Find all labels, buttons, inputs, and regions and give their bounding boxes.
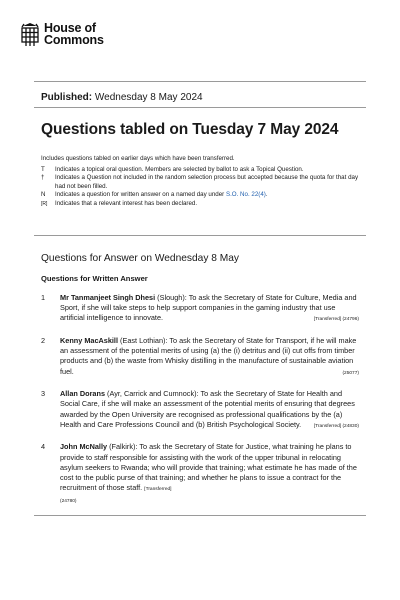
- question-text: To ask the Secretary of State for Justice, what training he plans to provide to staff responsible for assisting with the work of the upper tribunal in relocating asylum seekers to Rwanda; who will provide that training; what estimate he has made of the cost to the public purse of that training; and whether he plans to issue a contract for the recruitment of those staff.: [60, 442, 357, 493]
- logo-wordmark: [44, 22, 104, 46]
- legend: [41, 166, 361, 208]
- constituency: (Falkirk):: [107, 442, 140, 452]
- constituency: (East Lothian):: [118, 336, 170, 345]
- question-reference: [Transferred] (24830): [313, 423, 359, 429]
- legend-text-after: .: [265, 191, 268, 199]
- question-text: To ask the Secretary of State for Transport, if he will make an assessment of the potential merits of using (a) the (i) detritus and (ii) cut offs from timber products and (b) the waste from Whisky distilling in the manufacture of sustainable aviation fuel.: [60, 336, 357, 376]
- legend-text: Indicates a topical oral question. Members are selected by ballot to ask a Topical Question.: [55, 166, 304, 173]
- question-list: [41, 293, 359, 518]
- portcullis-icon: [20, 22, 40, 48]
- question-number: 4: [41, 442, 46, 452]
- legend-symbol: [R]: [41, 200, 48, 207]
- question-reference: [Transferred] (24796): [313, 317, 359, 323]
- constituency: (Slough):: [155, 293, 189, 302]
- question-body: [60, 389, 359, 432]
- member-name: Allan Dorans: [60, 389, 106, 399]
- section-divider: [34, 235, 366, 236]
- legend-symbol: †: [41, 174, 45, 182]
- question-text: To ask the Secretary of State for Health and Social Care, if she will make an assessment of the potential merits of ensuring that degrees awarded by the Open University are recognised as professional qualifications by the (a) Health and Care Professions Council and (b) British Psychological Society.: [60, 389, 355, 429]
- written-answer-heading: Questions for Written Answer: [41, 274, 148, 283]
- question-reference: (25077): [342, 370, 359, 376]
- legend-text: Indicates a Question not included in the random selection process but accepted because the quota for that day had not been filled.: [55, 174, 359, 190]
- published-line: [41, 92, 203, 103]
- question-item: [41, 336, 359, 379]
- top-divider: [34, 81, 366, 82]
- intro-text: Includes questions tabled on earlier days which have been transferred.: [41, 155, 235, 162]
- constituency: (Ayr, Carrick and Cumnock):: [105, 389, 201, 399]
- member-name: Kenny MacAskill: [60, 336, 118, 345]
- question-item: [41, 389, 359, 432]
- legend-item-relevant-interest: [41, 200, 361, 208]
- question-number: 3: [41, 389, 46, 399]
- question-body: [60, 442, 359, 507]
- published-divider: [34, 107, 366, 108]
- bottom-divider: [34, 515, 366, 516]
- question-item: [41, 442, 359, 507]
- legend-item-named-day: [41, 191, 361, 199]
- question-body: [60, 336, 359, 379]
- question-reference: (24780): [60, 499, 77, 505]
- published-label: Published:: [41, 92, 93, 103]
- standing-order-link[interactable]: S.O. No. 22(4): [225, 191, 266, 199]
- legend-symbol: N: [41, 191, 46, 199]
- legend-symbol: T: [41, 166, 45, 173]
- logo-line2: Commons: [44, 33, 104, 47]
- member-name: John McNally: [60, 442, 108, 452]
- legend-text: Indicates that a relevant interest has been declared.: [55, 199, 198, 207]
- page-title: Questions tabled on Tuesday 7 May 2024: [41, 121, 339, 138]
- legend-item-not-selected: [41, 174, 361, 191]
- question-text: To ask the Secretary of State for Culture, Media and Sport, if she will take steps to help support companies in the gaming industry that use artificial intelligence to innovate.: [60, 293, 357, 323]
- question-number: 1: [41, 293, 46, 302]
- legend-text-before: Indicates a question for written answer on a named day under: [55, 191, 226, 199]
- member-name: Mr Tanmanjeet Singh Dhesi: [60, 293, 156, 302]
- question-body: [60, 293, 359, 326]
- question-transfer-flag: [Transferred]: [144, 487, 172, 493]
- legend-text: [55, 191, 268, 199]
- house-of-commons-logo: [20, 22, 104, 48]
- question-item: [41, 293, 359, 326]
- question-number: 2: [41, 336, 46, 345]
- legend-item-topical: [41, 166, 361, 174]
- published-date: Wednesday 8 May 2024: [94, 92, 203, 103]
- section-heading: Questions for Answer on Wednesday 8 May: [41, 253, 240, 264]
- logo-line1: House of: [44, 21, 96, 35]
